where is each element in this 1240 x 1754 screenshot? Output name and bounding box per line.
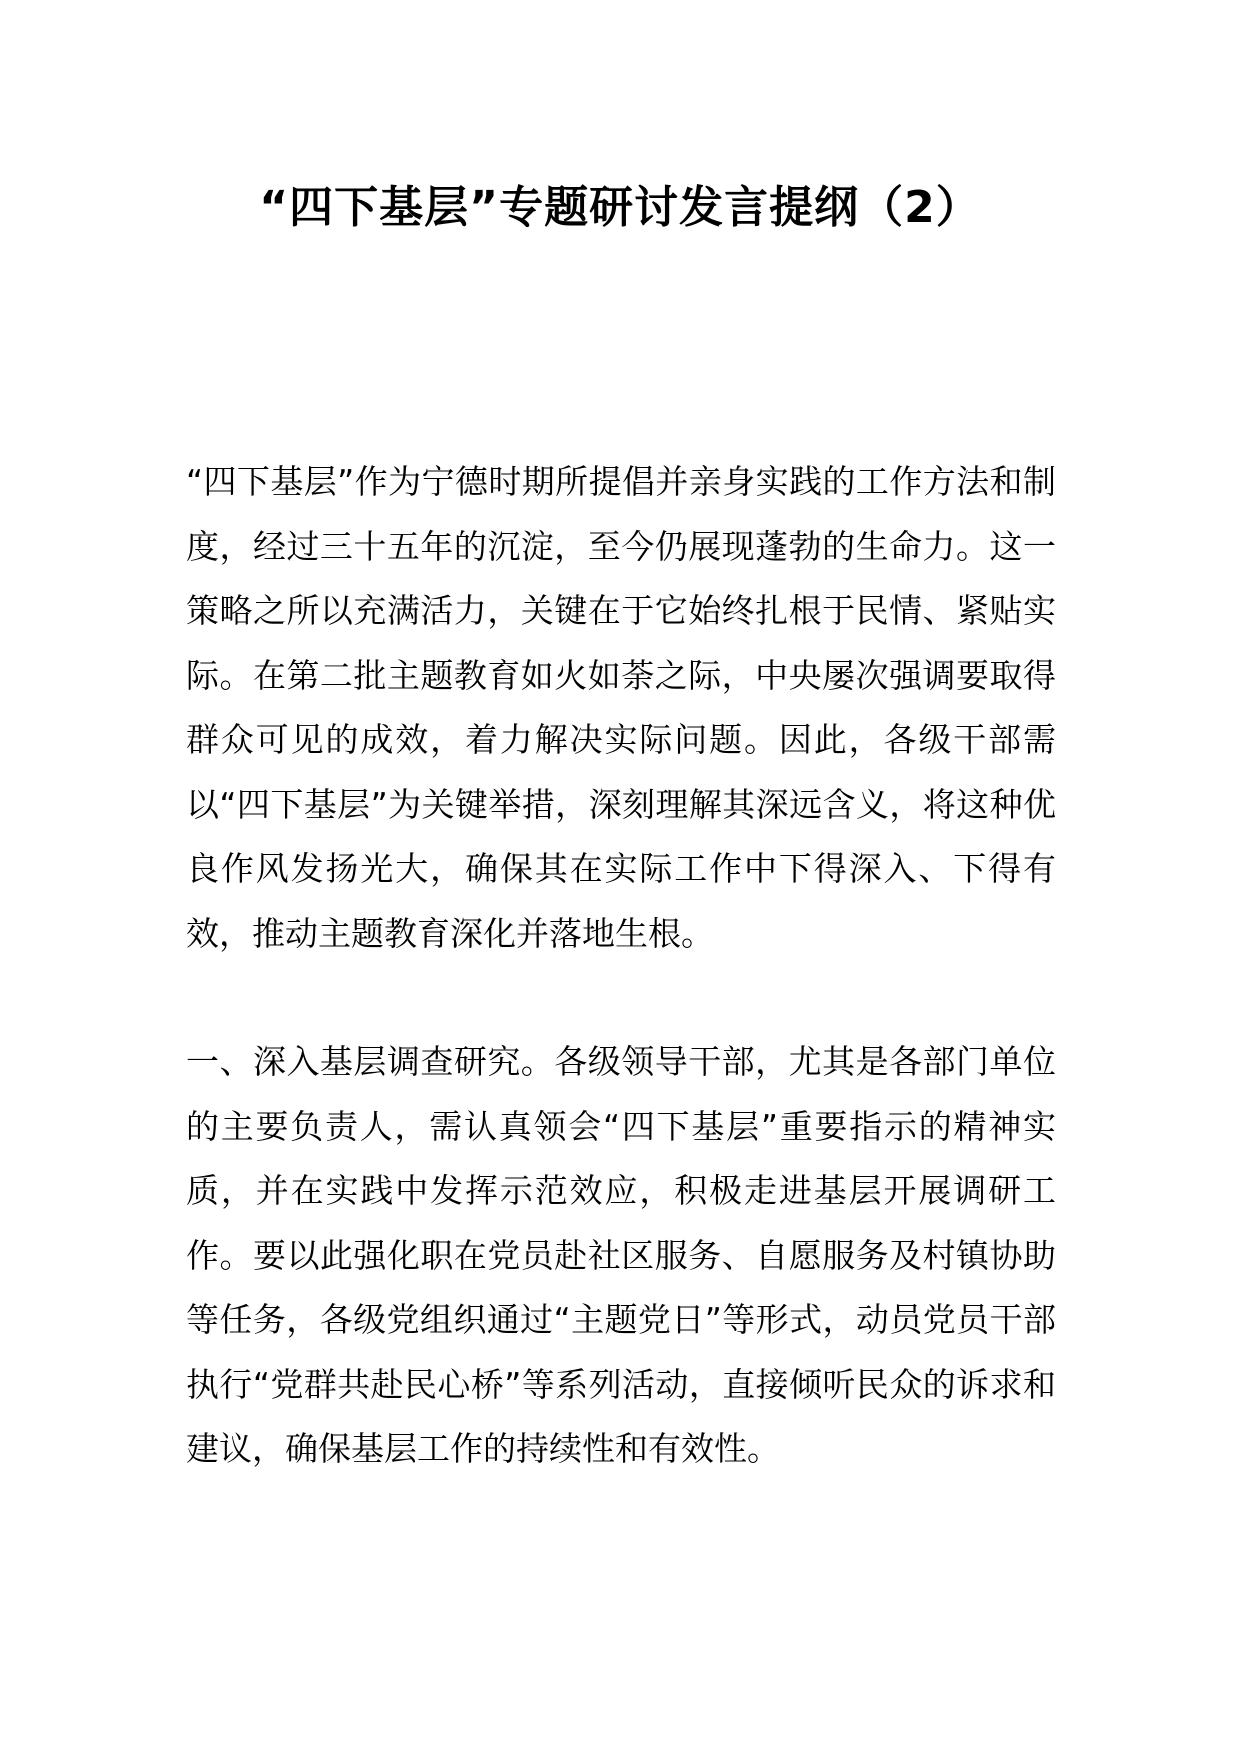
paragraph-section-one: 一、深入基层调查研究。各级领导干部，尤其是各部门单位的主要负责人，需认真领会“四下基层”重要指示的精神实质，并在实践中发挥示范效应，积极走进基层开展调研工作。要以此强化职在党员赴社区服务、自愿服务及村镇协助等任务，各级党组织通过“主题党日”等形式，动员党员干部执行“党群共赴民心桥”等系列活动，直接倾听民众的诉求和建议，确保基层工作的持续性和有效性。 xyxy=(186,1042,1056,1468)
document-title: “四下基层”专题研讨发言提纲（2） xyxy=(259,182,981,233)
paragraph-intro: “四下基层”作为宁德时期所提倡并亲身实践的工作方法和制度，经过三十五年的沉淀，至今仍展现蓬勃的生命力。这一策略之所以充满活力，关键在于它始终扎根于民情、紧贴实际。在第二批主题教育如火如荼之际，中央屡次强调要取得群众可见的成效，着力解决实际问题。因此，各级干部需以“四下基层”为关键举措，深刻理解其深远含义，将这种优良作风发扬光大，确保其在实际工作中下得深入、下得有效，推动主题教育深化并落地生根。 xyxy=(186,462,1056,953)
